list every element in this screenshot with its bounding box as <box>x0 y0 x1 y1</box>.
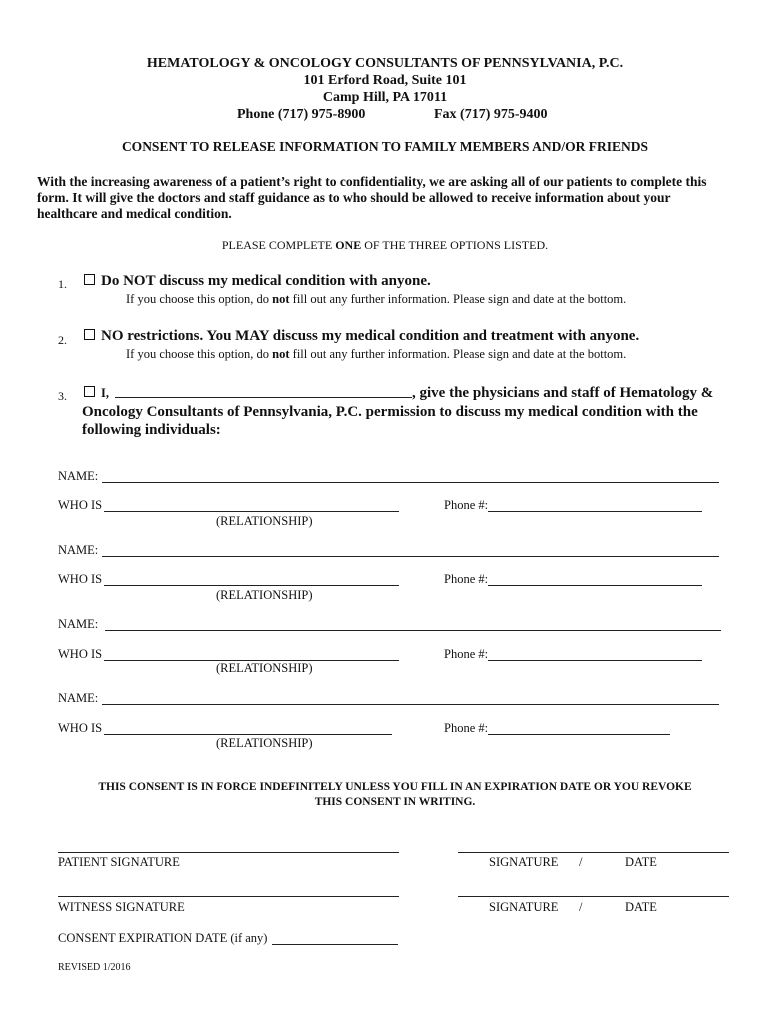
contact-1-who-label: WHO IS <box>58 498 103 512</box>
contact-3-relationship-caption: (RELATIONSHIP) <box>216 661 313 675</box>
option-1-note-after: fill out any further information. Please sign and date at the bottom. <box>289 292 627 306</box>
option-2-checkbox[interactable] <box>84 329 95 340</box>
option-2-number: 2. <box>58 333 67 347</box>
contact-4-relationship-caption: (RELATIONSHIP) <box>216 736 313 750</box>
org-phone: Phone (717) 975-8900 <box>237 107 366 122</box>
contact-2-relationship-field[interactable] <box>104 585 399 586</box>
option-2-note-emphasis: not <box>272 347 290 361</box>
contact-3-phone-field[interactable] <box>488 660 702 661</box>
contact-2-phone-field[interactable] <box>488 585 702 586</box>
contact-2-name-field[interactable] <box>102 556 719 557</box>
contact-1-relationship-caption: (RELATIONSHIP) <box>216 514 313 528</box>
contact-2-phone-label: Phone #: <box>444 572 489 586</box>
contact-4-name-field[interactable] <box>102 704 719 705</box>
contact-4-phone-field[interactable] <box>488 734 670 735</box>
expiration-date-label: CONSENT EXPIRATION DATE (if any) <box>58 931 268 945</box>
witness-date-caption: DATE <box>625 900 657 914</box>
org-fax: Fax (717) 975-9400 <box>434 107 548 122</box>
option-1-note <box>126 292 626 307</box>
option-1 <box>84 273 431 290</box>
org-name: HEMATOLOGY & ONCOLOGY CONSULTANTS OF PENNSYLVANIA, P.C. <box>146 56 624 71</box>
contact-2-who-label: WHO IS <box>58 572 103 586</box>
option-1-note-before: If you choose this option, do <box>126 292 273 306</box>
option-2-note-after: fill out any further information. Please sign and date at the bottom. <box>289 347 627 361</box>
instruction-emphasis: ONE <box>335 238 362 252</box>
contact-1-name-field[interactable] <box>102 482 719 483</box>
instruction-text-after: OF THE THREE OPTIONS LISTED. <box>361 238 549 252</box>
option-2 <box>84 328 639 345</box>
consent-notice-line-1: THIS CONSENT IS IN FORCE INDEFINITELY UNLESS YOU FILL IN AN EXPIRATION DATE OR YOU REVOKE <box>98 781 692 793</box>
org-address-line2: Camp Hill, PA 17011 <box>322 90 448 105</box>
witness-signature-label: WITNESS SIGNATURE <box>58 900 185 914</box>
intro-line-1: With the increasing awareness of a patient’s right to confidentiality, we are asking all of our patients to complete this <box>37 174 707 189</box>
patient-signature-label: PATIENT SIGNATURE <box>58 855 180 869</box>
revision-note: REVISED 1/2016 <box>58 962 131 973</box>
option-1-label: Do NOT discuss my medical condition with anyone. <box>101 273 431 289</box>
witness-signature-caption: SIGNATURE <box>489 900 559 914</box>
contact-2-relationship-caption: (RELATIONSHIP) <box>216 588 313 602</box>
contact-1-name-label: NAME: <box>58 469 99 483</box>
org-address-line1: 101 Erford Road, Suite 101 <box>303 73 467 88</box>
option-3-prefix: I, <box>101 386 109 400</box>
contact-3-name-field[interactable] <box>105 630 721 631</box>
contact-1-relationship-field[interactable] <box>104 511 399 512</box>
contact-3-name-label: NAME: <box>58 617 99 631</box>
option-3-patient-name-field[interactable] <box>115 397 412 398</box>
witness-signature-date-field[interactable] <box>458 896 729 897</box>
contact-3-who-label: WHO IS <box>58 647 103 661</box>
contact-4-phone-label: Phone #: <box>444 721 489 735</box>
option-3-line-3: following individuals: <box>82 422 221 438</box>
option-1-note-emphasis: not <box>272 292 290 306</box>
contact-4-relationship-field[interactable] <box>104 734 392 735</box>
option-2-note-before: If you choose this option, do <box>126 347 273 361</box>
option-3-checkbox[interactable] <box>84 386 95 397</box>
contact-4-name-label: NAME: <box>58 691 99 705</box>
contact-4-who-label: WHO IS <box>58 721 103 735</box>
intro-line-2: form. It will give the doctors and staff guidance as to who should be allowed to receive information about your <box>37 190 671 205</box>
patient-signature-caption: SIGNATURE <box>489 855 559 869</box>
option-1-number: 1. <box>58 277 67 291</box>
form-title: CONSENT TO RELEASE INFORMATION TO FAMILY MEMBERS AND/OR FRIENDS <box>121 139 649 154</box>
option-3 <box>84 385 109 402</box>
contact-1-phone-field[interactable] <box>488 511 702 512</box>
option-2-label: NO restrictions. You MAY discuss my medical condition and treatment with anyone. <box>101 328 640 344</box>
instruction-text-before: PLEASE COMPLETE <box>221 238 336 252</box>
expiration-date-field[interactable] <box>272 944 398 945</box>
option-3-label-end: , give the physicians and staff of Hematology & <box>412 385 714 401</box>
option-2-note <box>126 347 626 362</box>
instruction <box>0 238 770 253</box>
patient-signature-slash: / <box>579 855 583 869</box>
patient-signature-field[interactable] <box>58 852 399 853</box>
witness-signature-slash: / <box>579 900 583 914</box>
option-1-checkbox[interactable] <box>84 274 95 285</box>
contact-2-name-label: NAME: <box>58 543 99 557</box>
intro-line-3: healthcare and medical condition. <box>37 206 232 221</box>
contact-3-phone-label: Phone #: <box>444 647 489 661</box>
consent-notice-line-2: THIS CONSENT IN WRITING. <box>314 796 476 808</box>
patient-signature-date-field[interactable] <box>458 852 729 853</box>
witness-signature-field[interactable] <box>58 896 399 897</box>
patient-date-caption: DATE <box>625 855 657 869</box>
contact-1-phone-label: Phone #: <box>444 498 489 512</box>
option-3-number: 3. <box>58 389 67 403</box>
option-3-line-2: Oncology Consultants of Pennsylvania, P.C. permission to discuss my medical condition with the <box>82 404 698 420</box>
